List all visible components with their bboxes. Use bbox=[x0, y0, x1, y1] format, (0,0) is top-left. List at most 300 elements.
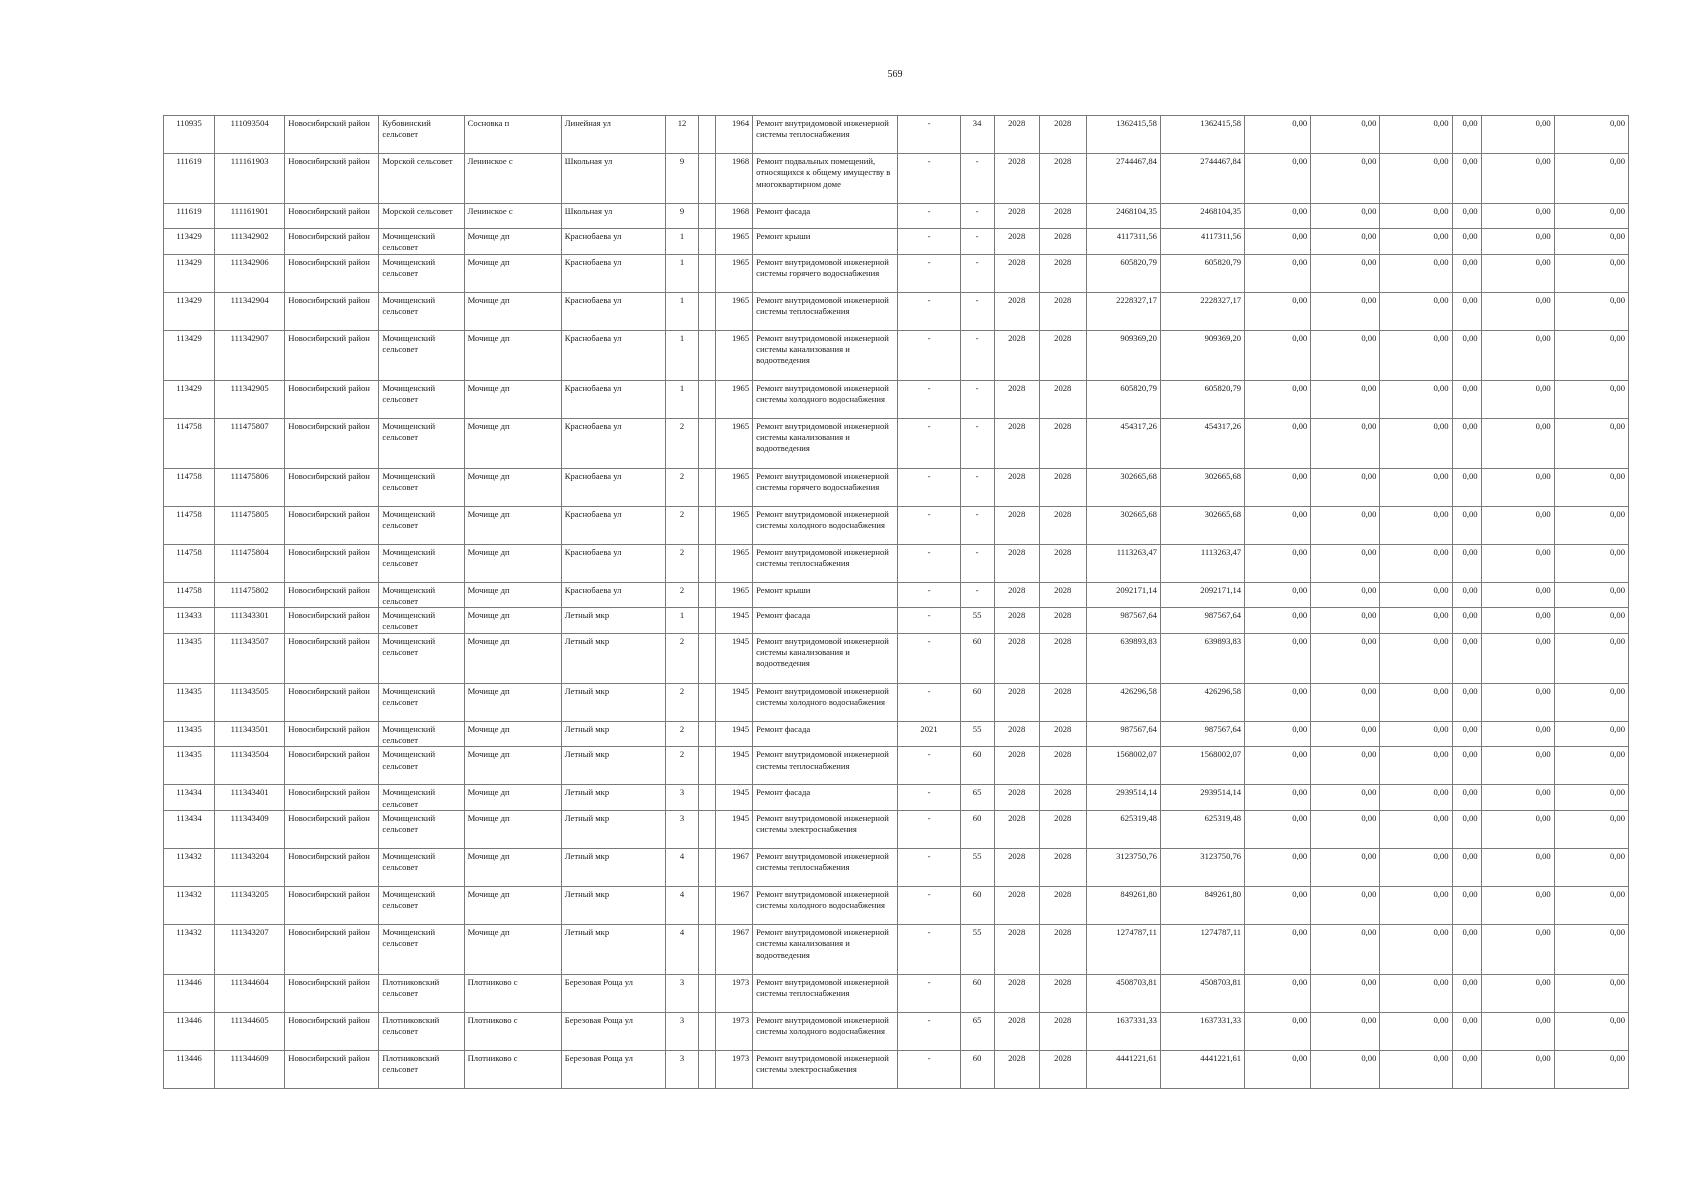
element-id-cell: 111343504 bbox=[215, 747, 285, 785]
extra-funds-cell: 0,00 bbox=[1554, 380, 1628, 418]
work-type-cell: Ремонт крыши bbox=[753, 229, 898, 255]
owners-funds-cell: 0,00 bbox=[1452, 229, 1481, 255]
extra-funds-cell: 0,00 bbox=[1554, 924, 1628, 974]
plan-year-start-cell: 2028 bbox=[994, 785, 1039, 811]
municipality-cell: Кубовинский сельсовет bbox=[379, 116, 464, 154]
element-id-cell: 111093504 bbox=[215, 116, 285, 154]
municipality-cell: Мочищенский сельсовет bbox=[379, 330, 464, 380]
total-cost-cell: 302665,68 bbox=[1086, 468, 1160, 506]
local-budget-cell: 0,00 bbox=[1380, 418, 1452, 468]
work-type-cell: Ремонт внутридомовой инженерной системы теплоснабжения bbox=[753, 292, 898, 330]
plan-year-start-cell: 2028 bbox=[994, 721, 1039, 747]
street-cell: Линейная ул bbox=[561, 116, 665, 154]
element-id-cell: 111475805 bbox=[215, 506, 285, 544]
wear-percent-cell: - bbox=[960, 204, 994, 229]
street-cell: Краснобаева ул bbox=[561, 380, 665, 418]
district-cell: Новосибирский район bbox=[285, 229, 379, 255]
house-number-cell: 2 bbox=[665, 747, 698, 785]
wear-percent-cell: - bbox=[960, 229, 994, 255]
house-block-cell bbox=[699, 229, 716, 255]
regional-budget-cell: 0,00 bbox=[1311, 229, 1380, 255]
extra-funds-cell: 0,00 bbox=[1554, 848, 1628, 886]
element-id-cell: 111342905 bbox=[215, 380, 285, 418]
district-cell: Новосибирский район bbox=[285, 1012, 379, 1050]
record-id-cell: 113446 bbox=[164, 974, 215, 1012]
total-cost-cell: 1568002,07 bbox=[1086, 747, 1160, 785]
wear-percent-cell: 60 bbox=[960, 810, 994, 848]
other-funds-cell: 0,00 bbox=[1481, 785, 1554, 811]
regional-budget-cell: 0,00 bbox=[1311, 683, 1380, 721]
regional-fund-cost-cell: 849261,80 bbox=[1160, 886, 1244, 924]
element-id-cell: 111342906 bbox=[215, 254, 285, 292]
regional-budget-cell: 0,00 bbox=[1311, 924, 1380, 974]
plan-year-end-cell: 2028 bbox=[1039, 974, 1086, 1012]
house-block-cell bbox=[699, 506, 716, 544]
federal-funds-cell: 0,00 bbox=[1245, 254, 1311, 292]
federal-funds-cell: 0,00 bbox=[1245, 886, 1311, 924]
wear-percent-cell: 34 bbox=[960, 116, 994, 154]
other-funds-cell: 0,00 bbox=[1481, 292, 1554, 330]
federal-funds-cell: 0,00 bbox=[1245, 974, 1311, 1012]
street-cell: Краснобаева ул bbox=[561, 254, 665, 292]
federal-funds-cell: 0,00 bbox=[1245, 1050, 1311, 1088]
district-cell: Новосибирский район bbox=[285, 254, 379, 292]
work-type-cell: Ремонт внутридомовой инженерной системы горячего водоснабжения bbox=[753, 468, 898, 506]
other-funds-cell: 0,00 bbox=[1481, 1012, 1554, 1050]
regional-fund-cost-cell: 4508703,81 bbox=[1160, 974, 1244, 1012]
built-year-cell: 1973 bbox=[716, 1050, 753, 1088]
regional-fund-cost-cell: 454317,26 bbox=[1160, 418, 1244, 468]
municipality-cell: Мочищенский сельсовет bbox=[379, 544, 464, 582]
extra-funds-cell: 0,00 bbox=[1554, 747, 1628, 785]
house-number-cell: 3 bbox=[665, 810, 698, 848]
house-number-cell: 3 bbox=[665, 1050, 698, 1088]
record-id-cell: 114758 bbox=[164, 418, 215, 468]
regional-fund-cost-cell: 1274787,11 bbox=[1160, 924, 1244, 974]
table-row bbox=[164, 582, 1629, 608]
regional-fund-cost-cell: 1568002,07 bbox=[1160, 747, 1244, 785]
settlement-cell: Плотниково с bbox=[464, 1012, 561, 1050]
table-row bbox=[164, 608, 1629, 634]
record-id-cell: 113429 bbox=[164, 292, 215, 330]
street-cell: Березовая Роща ул bbox=[561, 1050, 665, 1088]
regional-budget-cell: 0,00 bbox=[1311, 292, 1380, 330]
extra-funds-cell: 0,00 bbox=[1554, 154, 1628, 204]
regional-fund-cost-cell: 2744467,84 bbox=[1160, 154, 1244, 204]
previous-repair-year-cell: - bbox=[898, 116, 960, 154]
owners-funds-cell: 0,00 bbox=[1452, 974, 1481, 1012]
regional-fund-cost-cell: 909369,20 bbox=[1160, 330, 1244, 380]
owners-funds-cell: 0,00 bbox=[1452, 116, 1481, 154]
work-type-cell: Ремонт внутридомовой инженерной системы теплоснабжения bbox=[753, 848, 898, 886]
district-cell: Новосибирский район bbox=[285, 747, 379, 785]
street-cell: Летный мкр bbox=[561, 633, 665, 683]
federal-funds-cell: 0,00 bbox=[1245, 633, 1311, 683]
plan-year-end-cell: 2028 bbox=[1039, 204, 1086, 229]
regional-budget-cell: 0,00 bbox=[1311, 747, 1380, 785]
owners-funds-cell: 0,00 bbox=[1452, 506, 1481, 544]
federal-funds-cell: 0,00 bbox=[1245, 924, 1311, 974]
municipality-cell: Мочищенский сельсовет bbox=[379, 582, 464, 608]
previous-repair-year-cell: - bbox=[898, 810, 960, 848]
table-row bbox=[164, 292, 1629, 330]
wear-percent-cell: - bbox=[960, 544, 994, 582]
plan-year-start-cell: 2028 bbox=[994, 468, 1039, 506]
regional-fund-cost-cell: 639893,83 bbox=[1160, 633, 1244, 683]
regional-budget-cell: 0,00 bbox=[1311, 116, 1380, 154]
wear-percent-cell: - bbox=[960, 582, 994, 608]
other-funds-cell: 0,00 bbox=[1481, 924, 1554, 974]
plan-year-start-cell: 2028 bbox=[994, 1050, 1039, 1088]
district-cell: Новосибирский район bbox=[285, 924, 379, 974]
previous-repair-year-cell: - bbox=[898, 330, 960, 380]
table-row bbox=[164, 468, 1629, 506]
federal-funds-cell: 0,00 bbox=[1245, 721, 1311, 747]
extra-funds-cell: 0,00 bbox=[1554, 683, 1628, 721]
previous-repair-year-cell: - bbox=[898, 254, 960, 292]
other-funds-cell: 0,00 bbox=[1481, 544, 1554, 582]
built-year-cell: 1968 bbox=[716, 154, 753, 204]
element-id-cell: 111475806 bbox=[215, 468, 285, 506]
house-block-cell bbox=[699, 1050, 716, 1088]
owners-funds-cell: 0,00 bbox=[1452, 608, 1481, 634]
total-cost-cell: 3123750,76 bbox=[1086, 848, 1160, 886]
house-number-cell: 9 bbox=[665, 154, 698, 204]
element-id-cell: 111161901 bbox=[215, 204, 285, 229]
built-year-cell: 1965 bbox=[716, 582, 753, 608]
built-year-cell: 1945 bbox=[716, 608, 753, 634]
built-year-cell: 1965 bbox=[716, 229, 753, 255]
district-cell: Новосибирский район bbox=[285, 633, 379, 683]
capital-repair-register-table bbox=[163, 115, 1629, 1089]
other-funds-cell: 0,00 bbox=[1481, 229, 1554, 255]
table-row bbox=[164, 254, 1629, 292]
settlement-cell: Ленинское с bbox=[464, 204, 561, 229]
wear-percent-cell: - bbox=[960, 418, 994, 468]
previous-repair-year-cell: - bbox=[898, 1012, 960, 1050]
total-cost-cell: 4117311,56 bbox=[1086, 229, 1160, 255]
district-cell: Новосибирский район bbox=[285, 886, 379, 924]
settlement-cell: Плотниково с bbox=[464, 974, 561, 1012]
record-id-cell: 113435 bbox=[164, 747, 215, 785]
record-id-cell: 111619 bbox=[164, 154, 215, 204]
municipality-cell: Мочищенский сельсовет bbox=[379, 633, 464, 683]
local-budget-cell: 0,00 bbox=[1380, 229, 1452, 255]
element-id-cell: 111342907 bbox=[215, 330, 285, 380]
table-row bbox=[164, 506, 1629, 544]
house-block-cell bbox=[699, 468, 716, 506]
municipality-cell: Плотниковский сельсовет bbox=[379, 974, 464, 1012]
federal-funds-cell: 0,00 bbox=[1245, 1012, 1311, 1050]
work-type-cell: Ремонт внутридомовой инженерной системы электроснабжения bbox=[753, 810, 898, 848]
house-number-cell: 2 bbox=[665, 418, 698, 468]
record-id-cell: 113434 bbox=[164, 785, 215, 811]
record-id-cell: 113435 bbox=[164, 721, 215, 747]
local-budget-cell: 0,00 bbox=[1380, 544, 1452, 582]
built-year-cell: 1965 bbox=[716, 330, 753, 380]
built-year-cell: 1945 bbox=[716, 683, 753, 721]
other-funds-cell: 0,00 bbox=[1481, 810, 1554, 848]
total-cost-cell: 605820,79 bbox=[1086, 254, 1160, 292]
local-budget-cell: 0,00 bbox=[1380, 292, 1452, 330]
house-number-cell: 4 bbox=[665, 848, 698, 886]
house-number-cell: 3 bbox=[665, 785, 698, 811]
record-id-cell: 111619 bbox=[164, 204, 215, 229]
regional-fund-cost-cell: 2092171,14 bbox=[1160, 582, 1244, 608]
work-type-cell: Ремонт фасада bbox=[753, 721, 898, 747]
municipality-cell: Мочищенский сельсовет bbox=[379, 229, 464, 255]
owners-funds-cell: 0,00 bbox=[1452, 330, 1481, 380]
extra-funds-cell: 0,00 bbox=[1554, 418, 1628, 468]
street-cell: Летный мкр bbox=[561, 608, 665, 634]
other-funds-cell: 0,00 bbox=[1481, 886, 1554, 924]
house-block-cell bbox=[699, 974, 716, 1012]
plan-year-end-cell: 2028 bbox=[1039, 633, 1086, 683]
house-block-cell bbox=[699, 544, 716, 582]
local-budget-cell: 0,00 bbox=[1380, 582, 1452, 608]
other-funds-cell: 0,00 bbox=[1481, 154, 1554, 204]
element-id-cell: 111343301 bbox=[215, 608, 285, 634]
built-year-cell: 1945 bbox=[716, 633, 753, 683]
extra-funds-cell: 0,00 bbox=[1554, 608, 1628, 634]
extra-funds-cell: 0,00 bbox=[1554, 633, 1628, 683]
house-number-cell: 1 bbox=[665, 380, 698, 418]
federal-funds-cell: 0,00 bbox=[1245, 582, 1311, 608]
municipality-cell: Мочищенский сельсовет bbox=[379, 886, 464, 924]
house-block-cell bbox=[699, 116, 716, 154]
house-block-cell bbox=[699, 924, 716, 974]
total-cost-cell: 1113263,47 bbox=[1086, 544, 1160, 582]
built-year-cell: 1945 bbox=[716, 721, 753, 747]
owners-funds-cell: 0,00 bbox=[1452, 1012, 1481, 1050]
plan-year-start-cell: 2028 bbox=[994, 380, 1039, 418]
previous-repair-year-cell: - bbox=[898, 544, 960, 582]
owners-funds-cell: 0,00 bbox=[1452, 418, 1481, 468]
other-funds-cell: 0,00 bbox=[1481, 418, 1554, 468]
table-row bbox=[164, 924, 1629, 974]
municipality-cell: Мочищенский сельсовет bbox=[379, 468, 464, 506]
regional-fund-cost-cell: 426296,58 bbox=[1160, 683, 1244, 721]
regional-budget-cell: 0,00 bbox=[1311, 974, 1380, 1012]
plan-year-start-cell: 2028 bbox=[994, 229, 1039, 255]
house-block-cell bbox=[699, 721, 716, 747]
plan-year-end-cell: 2028 bbox=[1039, 721, 1086, 747]
extra-funds-cell: 0,00 bbox=[1554, 544, 1628, 582]
regional-budget-cell: 0,00 bbox=[1311, 633, 1380, 683]
settlement-cell: Мочище дп bbox=[464, 810, 561, 848]
local-budget-cell: 0,00 bbox=[1380, 1050, 1452, 1088]
settlement-cell: Плотниково с bbox=[464, 1050, 561, 1088]
other-funds-cell: 0,00 bbox=[1481, 116, 1554, 154]
wear-percent-cell: 55 bbox=[960, 721, 994, 747]
built-year-cell: 1965 bbox=[716, 544, 753, 582]
street-cell: Летный мкр bbox=[561, 785, 665, 811]
plan-year-end-cell: 2028 bbox=[1039, 1050, 1086, 1088]
work-type-cell: Ремонт внутридомовой инженерной системы холодного водоснабжения bbox=[753, 506, 898, 544]
street-cell: Краснобаева ул bbox=[561, 229, 665, 255]
plan-year-end-cell: 2028 bbox=[1039, 924, 1086, 974]
built-year-cell: 1965 bbox=[716, 418, 753, 468]
federal-funds-cell: 0,00 bbox=[1245, 506, 1311, 544]
regional-budget-cell: 0,00 bbox=[1311, 886, 1380, 924]
owners-funds-cell: 0,00 bbox=[1452, 747, 1481, 785]
house-block-cell bbox=[699, 633, 716, 683]
settlement-cell: Сосновка п bbox=[464, 116, 561, 154]
other-funds-cell: 0,00 bbox=[1481, 747, 1554, 785]
other-funds-cell: 0,00 bbox=[1481, 848, 1554, 886]
plan-year-end-cell: 2028 bbox=[1039, 810, 1086, 848]
record-id-cell: 113429 bbox=[164, 254, 215, 292]
previous-repair-year-cell: - bbox=[898, 204, 960, 229]
local-budget-cell: 0,00 bbox=[1380, 1012, 1452, 1050]
plan-year-start-cell: 2028 bbox=[994, 886, 1039, 924]
owners-funds-cell: 0,00 bbox=[1452, 292, 1481, 330]
street-cell: Краснобаева ул bbox=[561, 582, 665, 608]
settlement-cell: Мочище дп bbox=[464, 544, 561, 582]
house-number-cell: 1 bbox=[665, 292, 698, 330]
local-budget-cell: 0,00 bbox=[1380, 380, 1452, 418]
built-year-cell: 1967 bbox=[716, 886, 753, 924]
table-row bbox=[164, 544, 1629, 582]
built-year-cell: 1964 bbox=[716, 116, 753, 154]
plan-year-end-cell: 2028 bbox=[1039, 116, 1086, 154]
wear-percent-cell: - bbox=[960, 330, 994, 380]
total-cost-cell: 2744467,84 bbox=[1086, 154, 1160, 204]
house-block-cell bbox=[699, 380, 716, 418]
house-number-cell: 2 bbox=[665, 506, 698, 544]
plan-year-start-cell: 2028 bbox=[994, 608, 1039, 634]
work-type-cell: Ремонт внутридомовой инженерной системы теплоснабжения bbox=[753, 974, 898, 1012]
owners-funds-cell: 0,00 bbox=[1452, 886, 1481, 924]
district-cell: Новосибирский район bbox=[285, 380, 379, 418]
regional-budget-cell: 0,00 bbox=[1311, 608, 1380, 634]
extra-funds-cell: 0,00 bbox=[1554, 468, 1628, 506]
regional-fund-cost-cell: 3123750,76 bbox=[1160, 848, 1244, 886]
settlement-cell: Ленинское с bbox=[464, 154, 561, 204]
total-cost-cell: 2228327,17 bbox=[1086, 292, 1160, 330]
plan-year-end-cell: 2028 bbox=[1039, 229, 1086, 255]
plan-year-start-cell: 2028 bbox=[994, 747, 1039, 785]
federal-funds-cell: 0,00 bbox=[1245, 785, 1311, 811]
work-type-cell: Ремонт внутридомовой инженерной системы канализования и водоотведения bbox=[753, 330, 898, 380]
element-id-cell: 111342904 bbox=[215, 292, 285, 330]
total-cost-cell: 2092171,14 bbox=[1086, 582, 1160, 608]
local-budget-cell: 0,00 bbox=[1380, 924, 1452, 974]
total-cost-cell: 987567,64 bbox=[1086, 608, 1160, 634]
work-type-cell: Ремонт фасада bbox=[753, 204, 898, 229]
work-type-cell: Ремонт крыши bbox=[753, 582, 898, 608]
plan-year-end-cell: 2028 bbox=[1039, 254, 1086, 292]
total-cost-cell: 302665,68 bbox=[1086, 506, 1160, 544]
house-number-cell: 4 bbox=[665, 886, 698, 924]
work-type-cell: Ремонт внутридомовой инженерной системы теплоснабжения bbox=[753, 544, 898, 582]
other-funds-cell: 0,00 bbox=[1481, 683, 1554, 721]
regional-fund-cost-cell: 987567,64 bbox=[1160, 608, 1244, 634]
street-cell: Летный мкр bbox=[561, 683, 665, 721]
table-row bbox=[164, 683, 1629, 721]
municipality-cell: Мочищенский сельсовет bbox=[379, 683, 464, 721]
plan-year-start-cell: 2028 bbox=[994, 810, 1039, 848]
element-id-cell: 111343401 bbox=[215, 785, 285, 811]
total-cost-cell: 639893,83 bbox=[1086, 633, 1160, 683]
total-cost-cell: 4508703,81 bbox=[1086, 974, 1160, 1012]
house-block-cell bbox=[699, 254, 716, 292]
element-id-cell: 111344609 bbox=[215, 1050, 285, 1088]
plan-year-start-cell: 2028 bbox=[994, 633, 1039, 683]
previous-repair-year-cell: - bbox=[898, 848, 960, 886]
local-budget-cell: 0,00 bbox=[1380, 785, 1452, 811]
regional-budget-cell: 0,00 bbox=[1311, 506, 1380, 544]
federal-funds-cell: 0,00 bbox=[1245, 810, 1311, 848]
street-cell: Летный мкр bbox=[561, 721, 665, 747]
extra-funds-cell: 0,00 bbox=[1554, 785, 1628, 811]
other-funds-cell: 0,00 bbox=[1481, 582, 1554, 608]
municipality-cell: Плотниковский сельсовет bbox=[379, 1050, 464, 1088]
plan-year-start-cell: 2028 bbox=[994, 204, 1039, 229]
plan-year-end-cell: 2028 bbox=[1039, 154, 1086, 204]
wear-percent-cell: 60 bbox=[960, 974, 994, 1012]
other-funds-cell: 0,00 bbox=[1481, 721, 1554, 747]
total-cost-cell: 1274787,11 bbox=[1086, 924, 1160, 974]
table-row bbox=[164, 330, 1629, 380]
district-cell: Новосибирский район bbox=[285, 506, 379, 544]
plan-year-start-cell: 2028 bbox=[994, 330, 1039, 380]
local-budget-cell: 0,00 bbox=[1380, 974, 1452, 1012]
house-block-cell bbox=[699, 747, 716, 785]
other-funds-cell: 0,00 bbox=[1481, 506, 1554, 544]
municipality-cell: Мочищенский сельсовет bbox=[379, 254, 464, 292]
local-budget-cell: 0,00 bbox=[1380, 330, 1452, 380]
previous-repair-year-cell: - bbox=[898, 380, 960, 418]
house-number-cell: 2 bbox=[665, 721, 698, 747]
total-cost-cell: 849261,80 bbox=[1086, 886, 1160, 924]
previous-repair-year-cell: - bbox=[898, 683, 960, 721]
wear-percent-cell: - bbox=[960, 292, 994, 330]
municipality-cell: Мочищенский сельсовет bbox=[379, 608, 464, 634]
element-id-cell: 111343501 bbox=[215, 721, 285, 747]
regional-budget-cell: 0,00 bbox=[1311, 154, 1380, 204]
federal-funds-cell: 0,00 bbox=[1245, 848, 1311, 886]
work-type-cell: Ремонт внутридомовой инженерной системы канализования и водоотведения bbox=[753, 924, 898, 974]
plan-year-start-cell: 2028 bbox=[994, 254, 1039, 292]
plan-year-end-cell: 2028 bbox=[1039, 886, 1086, 924]
previous-repair-year-cell: - bbox=[898, 418, 960, 468]
municipality-cell: Мочищенский сельсовет bbox=[379, 924, 464, 974]
previous-repair-year-cell: - bbox=[898, 506, 960, 544]
settlement-cell: Мочище дп bbox=[464, 747, 561, 785]
municipality-cell: Мочищенский сельсовет bbox=[379, 848, 464, 886]
owners-funds-cell: 0,00 bbox=[1452, 810, 1481, 848]
work-type-cell: Ремонт внутридомовой инженерной системы холодного водоснабжения bbox=[753, 380, 898, 418]
street-cell: Летный мкр bbox=[561, 810, 665, 848]
house-block-cell bbox=[699, 1012, 716, 1050]
settlement-cell: Мочище дп bbox=[464, 582, 561, 608]
local-budget-cell: 0,00 bbox=[1380, 747, 1452, 785]
extra-funds-cell: 0,00 bbox=[1554, 1050, 1628, 1088]
house-number-cell: 3 bbox=[665, 974, 698, 1012]
total-cost-cell: 426296,58 bbox=[1086, 683, 1160, 721]
wear-percent-cell: 60 bbox=[960, 683, 994, 721]
work-type-cell: Ремонт фасада bbox=[753, 608, 898, 634]
record-id-cell: 113435 bbox=[164, 633, 215, 683]
element-id-cell: 111344605 bbox=[215, 1012, 285, 1050]
page-number: 569 bbox=[887, 69, 903, 80]
table-row bbox=[164, 848, 1629, 886]
street-cell: Летный мкр bbox=[561, 747, 665, 785]
wear-percent-cell: 55 bbox=[960, 848, 994, 886]
owners-funds-cell: 0,00 bbox=[1452, 254, 1481, 292]
federal-funds-cell: 0,00 bbox=[1245, 330, 1311, 380]
